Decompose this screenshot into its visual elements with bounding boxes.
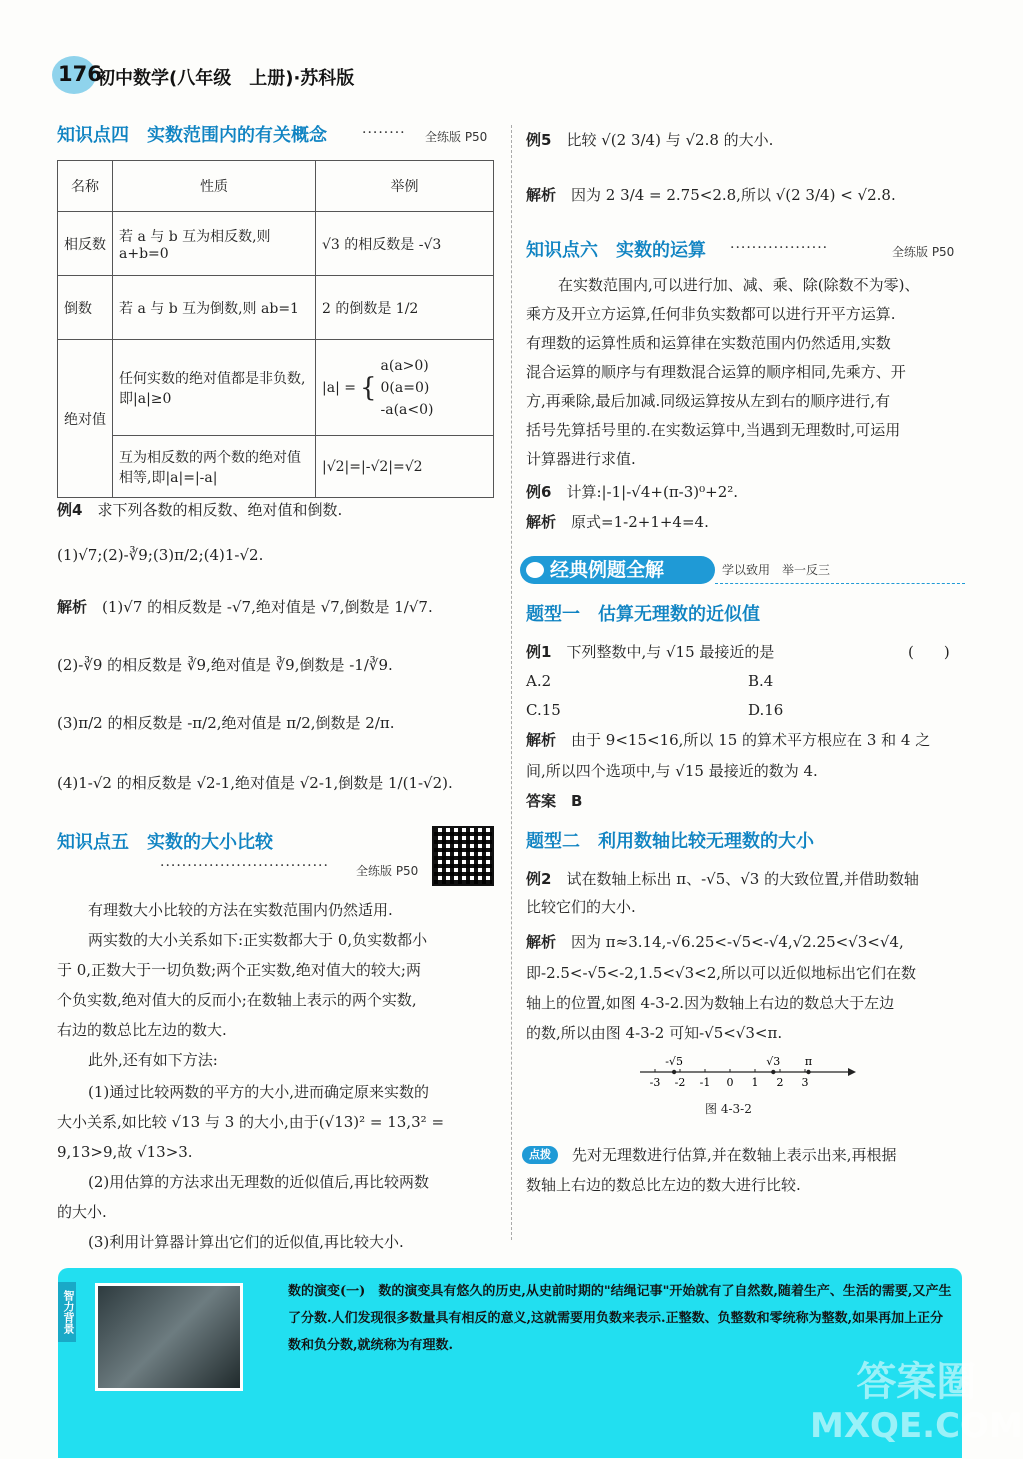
table-cell: 倒数 — [58, 276, 113, 340]
s5-para-1: 有理数大小比较的方法在实数范围内仍然适用. — [88, 901, 393, 919]
story-text: 数的演变(一) 数的演变具有悠久的历史,从史前时期的"结绳记事"开始就有了自然数,随着生产、生活的需要,又产生了分数.人们发现很多数量具有相反的意义,这就需要用负数来表示.正整数、负整数和零统称为整数,如果再加上正分数和负分数,就统称为有理数. — [288, 1284, 952, 1353]
point-label: -√5 — [665, 1055, 683, 1068]
case-line: -a(a<0) — [380, 401, 434, 418]
section6-ref: 全练版 P50 — [892, 245, 955, 259]
page-number-badge — [52, 56, 102, 94]
section4-ref: 全练版 P50 — [425, 130, 488, 144]
historical-photo — [95, 1283, 243, 1391]
s5-line: 右边的数总比左边的数大. — [57, 1021, 227, 1039]
table-cell: 任何实数的绝对值都是非负数,即|a|≥0 — [113, 340, 316, 436]
page-number: 176 — [58, 62, 102, 86]
point-label: √3 — [766, 1055, 781, 1068]
tip-line: 数轴上右边的数总比左边的数大进行比较. — [526, 1176, 801, 1194]
dotted-leader: ········ — [362, 125, 406, 141]
section6-title: 知识点六 实数的运算 — [526, 240, 706, 261]
tip-badge: 点拨 — [522, 1146, 558, 1164]
watermark: 答案圈 MXQE.COM — [810, 1359, 1023, 1446]
brace: { — [359, 372, 377, 403]
table-cell: 若 a 与 b 互为相反数,则 a+b=0 — [113, 212, 316, 276]
s6-line: 混合运算的顺序与有理数混合运算的顺序相同,先乘方、开 — [526, 363, 906, 381]
ex4-items: (1)√7;(2)-∛9;(3)π/2;(4)1-√2. — [57, 546, 264, 564]
table-header: 性质 — [113, 161, 316, 212]
tip-line: 先对无理数进行估算,并在数轴上表示出来,再根据 — [572, 1146, 897, 1164]
option: B.4 — [748, 672, 774, 690]
section5-title: 知识点五 实数的大小比较 — [57, 832, 273, 853]
concept-table — [57, 160, 494, 498]
ex4-answer-4: (4)1-√2 的相反数是 √2-1,绝对值是 √2-1,倒数是 1/(1-√2). — [57, 774, 453, 792]
table-cell: 2 的倒数是 1/2 — [316, 276, 494, 340]
type1-answer: 答案 B — [526, 792, 583, 810]
ex4-answer-3: (3)π/2 的相反数是 -π/2,绝对值是 π/2,倒数是 2/π. — [57, 714, 395, 732]
side-tab: 智力背景 — [58, 1282, 76, 1342]
abs-lead: |a| = — [322, 379, 356, 396]
type2-analysis: 解析 因为 π≈3.14,-√6.25<-√5<-√4,√2.25<√3<√4, — [526, 933, 904, 951]
classic-examples-banner — [520, 556, 965, 586]
table-cell: 绝对值 — [58, 340, 113, 498]
table-cell: √3 的相反数是 -√3 — [316, 212, 494, 276]
s6-line: 在实数范围内,可以进行加、减、乘、除(除数不为零)、 — [558, 276, 920, 294]
type2-question-line: 比较它们的大小. — [526, 898, 636, 916]
type1-analysis-line: 间,所以四个选项中,与 √15 最接近的数为 4. — [526, 762, 818, 780]
case-line: a(a>0) — [380, 357, 429, 374]
type2-analysis-line: 的数,所以由图 4-3-2 可知-√5<√3<π. — [526, 1024, 783, 1042]
ex4-question: 例4 求下列各数的相反数、绝对值和倒数. — [57, 501, 343, 519]
table-cell: 互为相反数的两个数的绝对值相等,即|a|=|-a| — [113, 436, 316, 498]
ex6-answer: 解析 原式=1-2+1+4=4. — [526, 513, 709, 531]
option: D.16 — [748, 701, 784, 719]
dotted-leader: ······························· — [160, 858, 329, 874]
s6-line: 方,再乘除,最后加减.同级运算按从左到右的顺序进行,有 — [526, 392, 891, 410]
type1-title: 题型一 估算无理数的近似值 — [526, 604, 760, 625]
s5-line: (3)利用计算器计算出它们的近似值,再比较大小. — [88, 1233, 404, 1251]
table-header: 举例 — [316, 161, 494, 212]
answer-paren: ( ) — [908, 643, 950, 661]
axis-arrow-icon — [848, 1068, 856, 1076]
type1-analysis: 解析 由于 9<15<16,所以 15 的算术平方根应在 3 和 4 之 — [526, 731, 931, 749]
point-mark — [672, 1070, 676, 1074]
number-line-figure — [640, 1052, 860, 1094]
s5-para-3: 此外,还有如下方法: — [88, 1051, 218, 1069]
s5-line: 大小关系,如比较 √13 与 3 的大小,由于(√13)² = 13,3² = — [57, 1113, 445, 1131]
tick-label: -2 — [674, 1076, 686, 1089]
qr-code — [432, 826, 494, 886]
option: A.2 — [526, 672, 552, 690]
type1-question: 例1 下列整数中,与 √15 最接近的是 — [526, 643, 775, 661]
table-cell: |√2|=|-√2|=√2 — [316, 436, 494, 498]
ex4-answer-1: 解析 (1)√7 的相反数是 -√7,绝对值是 √7,倒数是 1/√7. — [57, 598, 433, 616]
s5-line: 个负实数,绝对值大的反而小;在数轴上表示的两个实数, — [57, 991, 417, 1009]
case-line: 0(a=0) — [380, 379, 430, 396]
s5-line: (1)通过比较两数的平方的大小,进而确定原来实数的 — [88, 1083, 430, 1101]
table-header: 名称 — [58, 161, 113, 212]
table-cell — [316, 340, 494, 436]
ex6-question: 例6 计算:|-1|-√4+(π-3)⁰+2². — [526, 483, 739, 501]
column-divider — [511, 125, 512, 1240]
section4-title: 知识点四 实数范围内的有关概念 — [57, 125, 327, 146]
type2-analysis-line: 即-2.5<-√5<-2,1.5<√3<2,所以可以近似地标出它们在数 — [526, 964, 917, 982]
s6-line: 计算器进行求值. — [526, 450, 636, 468]
dotted-leader: ·················· — [730, 240, 829, 256]
point-label: π — [804, 1055, 813, 1068]
type2-title: 题型二 利用数轴比较无理数的大小 — [526, 831, 814, 852]
s5-line: 于 0,正数大于一切负数;两个正实数,绝对值大的较大;两 — [57, 961, 421, 979]
tick-label: 2 — [776, 1076, 784, 1089]
tick-label: 0 — [726, 1076, 734, 1089]
point-mark — [806, 1070, 810, 1074]
table-cell: 相反数 — [58, 212, 113, 276]
s5-line: 两实数的大小关系如下:正实数都大于 0,负实数都小 — [88, 931, 428, 949]
point-mark — [771, 1070, 775, 1074]
s5-line: 9,13>9,故 √13>3. — [57, 1143, 193, 1161]
tick-label: -1 — [699, 1076, 711, 1089]
section5-ref: 全练版 P50 — [356, 864, 419, 878]
banner-title: 经典例题全解 — [520, 556, 715, 584]
tick-label: -3 — [649, 1076, 661, 1089]
ex5-answer: 解析 因为 2 3/4 = 2.75<2.8,所以 √(2 3/4) < √2.8. — [526, 186, 896, 204]
s6-line: 乘方及开立方运算,任何非负实数都可以进行开平方运算. — [526, 305, 896, 323]
s6-line: 有理数的运算性质和运算律在实数范围内仍然适用,实数 — [526, 334, 891, 352]
figure-caption: 图 4-3-2 — [705, 1102, 752, 1116]
s5-line: 的大小. — [57, 1203, 107, 1221]
megaphone-icon — [526, 562, 544, 578]
banner-subtitle: 学以致用 举一反三 — [722, 563, 831, 577]
banner-underline — [715, 583, 965, 584]
type2-analysis-line: 轴上的位置,如图 4-3-2.因为数轴上右边的数总大于左边 — [526, 994, 895, 1012]
book-title: 初中数学(八年级 上册)·苏科版 — [97, 68, 355, 89]
ex4-answer-2: (2)-∛9 的相反数是 ∛9,绝对值是 ∛9,倒数是 -1/∛9. — [57, 656, 393, 674]
tick-label: 1 — [751, 1076, 759, 1089]
type2-question: 例2 试在数轴上标出 π、-√5、√3 的大致位置,并借助数轴 — [526, 870, 919, 888]
s5-line: (2)用估算的方法求出无理数的近似值后,再比较两数 — [88, 1173, 430, 1191]
tick-label: 3 — [801, 1076, 809, 1089]
s6-line: 括号先算括号里的.在实数运算中,当遇到无理数时,可运用 — [526, 421, 901, 439]
option: C.15 — [526, 701, 561, 719]
ex5-question: 例5 比较 √(2 3/4) 与 √2.8 的大小. — [526, 131, 774, 149]
table-cell: 若 a 与 b 互为倒数,则 ab=1 — [113, 276, 316, 340]
